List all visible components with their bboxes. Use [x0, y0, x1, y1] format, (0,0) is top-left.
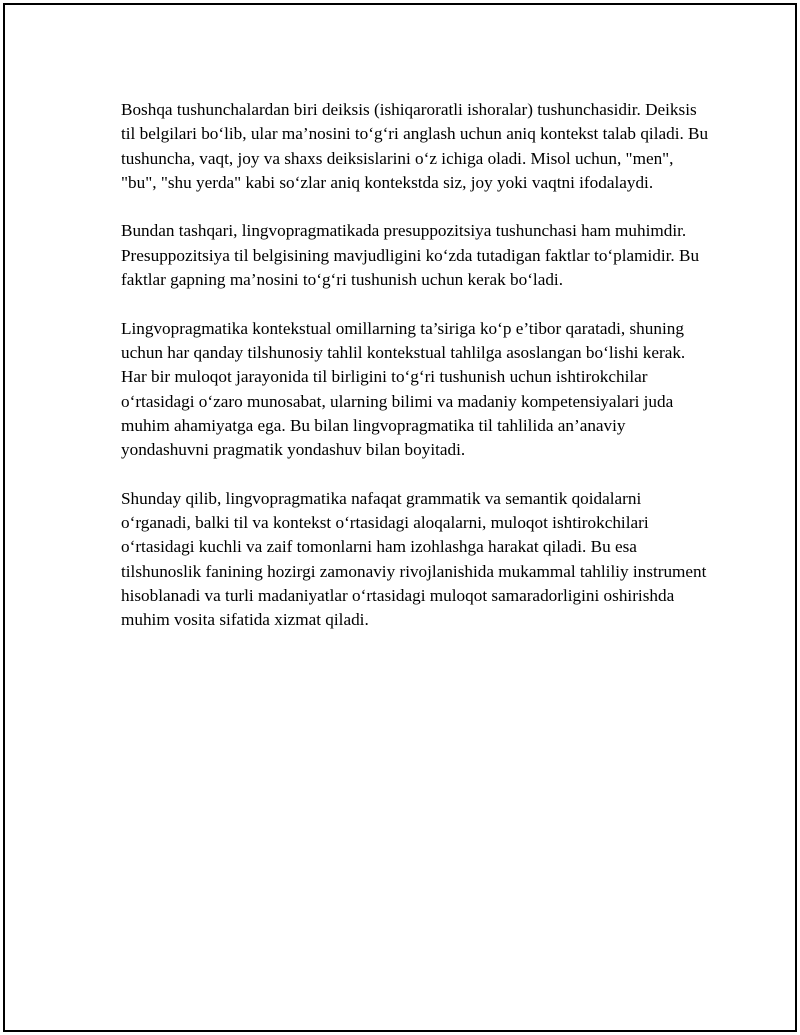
document-page: [3, 3, 797, 1032]
document-body: [121, 98, 711, 657]
paragraph-deixis: Boshqa tushunchalardan biri deiksis (ishiqaroratli ishoralar) tushunchasidir. Deiksis til belgilari bo‘lib, ular ma’nosini to‘g‘ri anglash uchun aniq kontekst talab qiladi. Bu tushuncha, vaqt, joy va shaxs deiksislarini o‘z ichiga oladi. Misol uchun, "men", "bu", "shu yerda" kabi so‘zlar aniq kontekstda siz, joy yoki vaqtni ifodalaydi.: [121, 100, 709, 192]
paragraph-context-factors: Lingvopragmatika kontekstual omillarning ta’siriga ko‘p e’tibor qaratadi, shuning uchun har qanday tilshunosiy tahlil kontekstual tahlilga asoslangan bo‘lishi kerak. Har bir muloqot jarayonida til birligini to‘g‘ri tushunish uchun ishtirokchilar o‘rtasidagi o‘zaro munosabat, ularning bilimi va madaniy kompetensiyalari juda muhim ahamiyatga ega. Bu bilan lingvopragmatika til tahlilida an’anaviy yondashuvni pragmatik yondashuv bilan boyitadi.: [121, 318, 686, 460]
paragraph-presupposition: Bundan tashqari, lingvopragmatikada presuppozitsiya tushunchasi ham muhimdir. Presuppozitsiya til belgisining mavjudligini ko‘zda tutadigan faktlar to‘plamidir. Bu faktlar gapning ma’nosini to‘g‘ri tushunish uchun kerak bo‘ladi.: [121, 221, 700, 290]
paragraph-conclusion: Shunday qilib, lingvopragmatika nafaqat grammatik va semantik qoidalarni o‘rganadi, balki til va kontekst o‘rtasidagi aloqalarni, muloqot ishtirokchilari o‘rtasidagi kuchli va zaif tomonlarni ham izohlashga harakat qiladi. Bu esa tilshunoslik fanining hozirgi zamonaviy rivojlanishida mukammal tahliliy instrument hisoblanadi va turli madaniyatlar o‘rtasidagi muloqot samaradorligini oshirishda muhim vosita sifatida xizmat qiladi.: [121, 488, 707, 630]
